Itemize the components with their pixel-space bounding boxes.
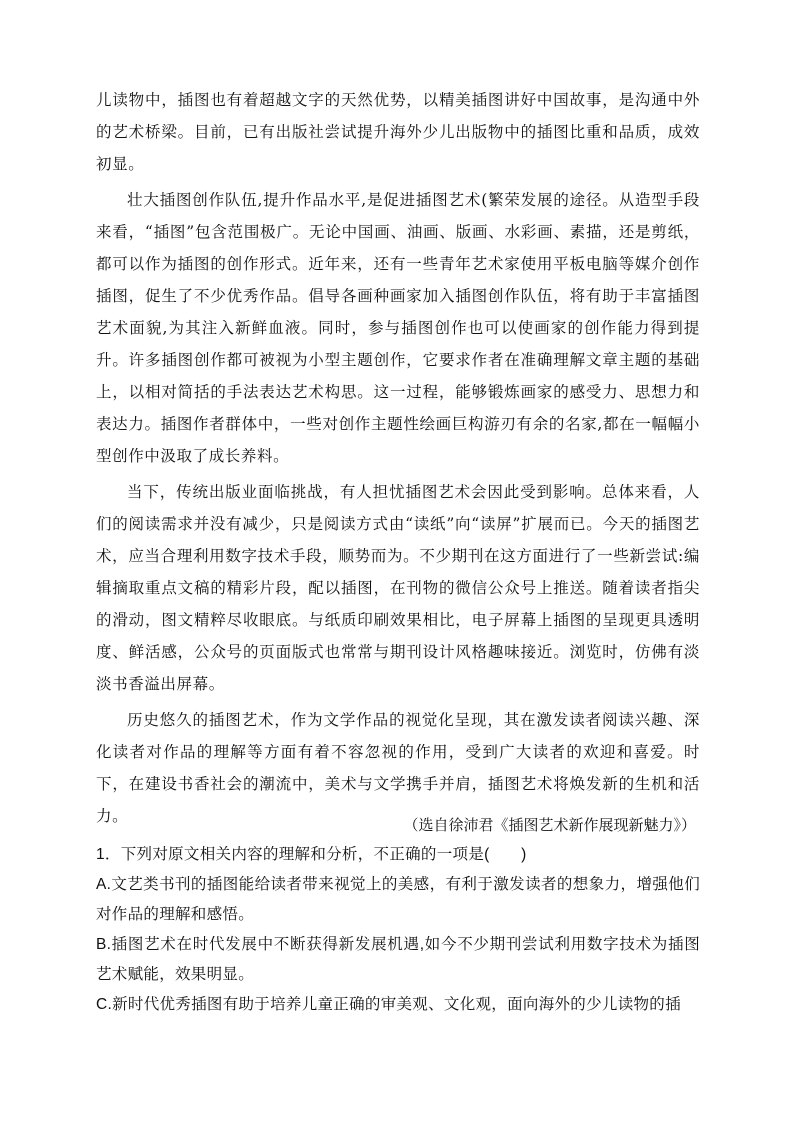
passage-paragraph-2: 壮大插图创作队伍,提升作品水平,是促进插图艺术(繁荣发展的途径。从造型手段来看，“插图”包含范围极广。无论中国画、油画、版画、水彩画、素描，还是剪纸，都可以作为插图的创作形式。近年来，还有一些青年艺术家使用平板电脑等媒介创作插图，促生了不少优秀作品。倡导各画种画家加入插图创作队伍，将有助于丰富插图艺术面貌,为其注入新鲜血液。同时，参与插图创作也可以使画家的创作能力得到提升。许多插图创作都可被视为小型主题创作，它要求作者在准确理解文章主题的基础上，以相对简括的手法表达艺术构思。这一过程，能够锻炼画家的感受力、思想力和表达力。插图作者群体中，一些对创作主题性绘画巨构游刃有余的名家,都在一幅幅小型创作中汲取了成长养料。	[96, 191, 700, 465]
option-b: B.插图艺术在时代发展中不断获得新发展机遇,如今不少期刊尝试利用数字技术为插图艺术赋能，效果明显。	[96, 936, 700, 983]
reading-passage	[96, 84, 700, 836]
question-stem: 1．下列对原文相关内容的理解和分析，不正确的一项是( )	[96, 846, 527, 863]
passage-paragraph-3: 当下，传统出版业面临挑战，有人担忧插图艺术会因此受到影响。总体来看，人们的阅读需求并没有减少，只是阅读方式由“读纸”向“读屏”扩展而已。今天的插图艺术，应当合理利用数字技术手段，顺势而为。不少期刊在这方面进行了一些新尝试:编辑摘取重点文稿的精彩片段，配以插图，在刊物的微信公众号上推送。随着读者指尖的滑动，图文精粹尽收眼底。与纸质印刷效果相比，电子屏幕上插图的呈现更具透明度、鲜活感，公众号的页面版式也常常与期刊设计风格趣味接近。浏览时，仿佛有淡淡书香溢出屏幕。	[96, 483, 700, 693]
option-a: A.文艺类书刊的插图能给读者带来视觉上的美感，有利于激发读者的想象力，增强他们对作品的理解和感悟。	[96, 876, 700, 923]
passage-source: （选自徐沛君《插图艺术新作展现新魅力》）	[403, 816, 696, 834]
option-c: C.新时代优秀插图有助于培养儿童正确的审美观、文化观，面向海外的少儿读物的插	[96, 996, 681, 1013]
passage-paragraph-4: 历史悠久的插图艺术，作为文学作品的视觉化呈现，其在激发读者阅读兴趣、深化读者对作品的理解等方面有着不容忽视的作用，受到广大读者的欢迎和喜爱。时下，在建设书香社会的潮流中，美术与文学携手并肩，插图艺术将焕发新的生机和活力。	[96, 711, 700, 825]
question-block	[96, 840, 700, 1020]
passage-paragraph-1: 儿读物中，插图也有着超越文字的天然优势，以精美插图讲好中国故事，是沟通中外的艺术桥梁。目前，已有出版社尝试提升海外少儿出版物中的插图比重和品质，成效初显。	[96, 91, 700, 173]
